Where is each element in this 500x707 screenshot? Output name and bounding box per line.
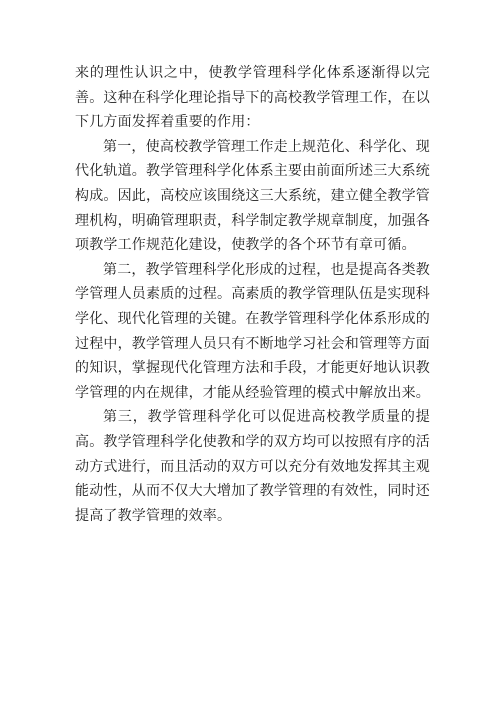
paragraph-first-point: 第一，使高校教学管理工作走上规范化、科学化、现代化轨道。教学管理科学化体系主要由前面所述三大系统构成。因此，高校应该围绕这三大系统，建立健全教学管理机构，明确管理职责，科学制定教学规章制度，加强各项教学工作规范化建设，使教学的各个环节有章可循。	[75, 138, 430, 254]
paragraph-second-point: 第二，教学管理科学化形成的过程，也是提高各类教学管理人员素质的过程。高素质的教学管理队伍是实现科学化、现代化管理的关键。在教学管理科学化体系形成的过程中，教学管理人员只有不断地学习社会和管理等方面的知识，掌握现代化管理方法和手段，才能更好地认识教学管理的内在规律，才能从经验管理的模式中解放出来。	[75, 261, 430, 401]
document-body	[75, 61, 430, 528]
paragraph-continuation: 来的理性认识之中，使教学管理科学化体系逐渐得以完善。这种在科学化理论指导下的高校教学管理工作，在以下几方面发挥着重要的作用：	[75, 65, 430, 131]
paragraph-third-point: 第三，教学管理科学化可以促进高校教学质量的提高。教学管理科学化使教和学的双方均可以按照有序的活动方式进行，而且活动的双方可以充分有效地发挥其主观能动性，从而不仅大大增加了教学管理的有效性，同时还提高了教学管理的效率。	[75, 409, 430, 524]
